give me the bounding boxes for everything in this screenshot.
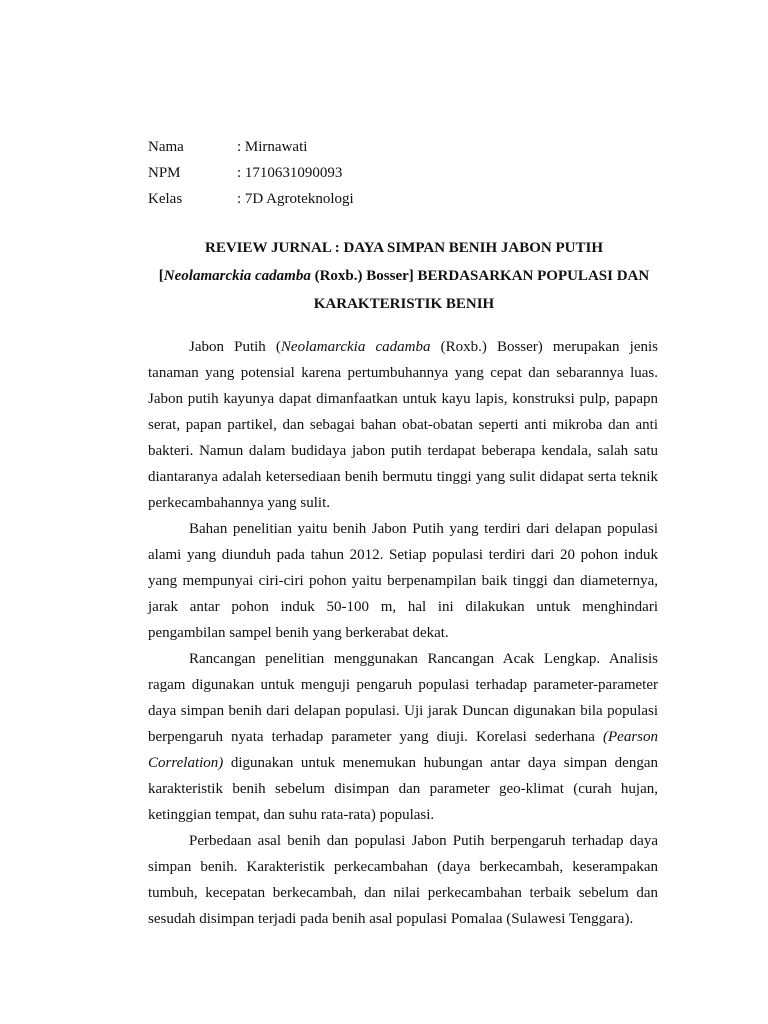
student-identity	[148, 136, 354, 214]
text-line	[148, 724, 658, 750]
identity-row-npm	[148, 162, 354, 188]
text-run: (Roxb.) Bosser) merupakan jenis	[430, 339, 658, 355]
text-line: tumbuh, kecepatan berkecambah, dan nilai perkecambahan terbaik sebelum dan	[148, 885, 658, 901]
text-line: Perbedaan asal benih dan populasi Jabon Putih berpengaruh terhadap daya	[189, 833, 658, 849]
text-line	[148, 750, 658, 776]
identity-label: Nama	[148, 139, 184, 155]
text-line: tanaman yang potensial karena pertumbuhannya yang cepat dan sebarannya luas.	[148, 365, 658, 381]
review-body	[148, 334, 658, 932]
species-name: Neolamarckia cadamba	[280, 339, 431, 355]
text-line: karakteristik benih sebelum disimpan dan parameter geo-klimat (curah hujan,	[148, 781, 658, 797]
text-line: daya simpan benih dari delapan populasi. Uji jarak Duncan digunakan bila populasi	[148, 703, 658, 719]
text-line: pengambilan sampel benih yang berkerabat dekat.	[148, 625, 449, 641]
text-run: berpengaruh nyata terhadap parameter yang diuji. Korelasi sederhana	[148, 729, 603, 745]
italic-term: (Pearson	[603, 729, 658, 745]
document-title	[140, 234, 668, 318]
title-bracket: [	[158, 268, 164, 284]
title-line-1: REVIEW JURNAL : DAYA SIMPAN BENIH JABON PUTIH	[205, 240, 603, 256]
italic-term: Correlation)	[148, 755, 224, 771]
text-line: Rancangan penelitian menggunakan Rancangan Acak Lengkap. Analisis	[189, 651, 658, 667]
text-line: Bahan penelitian yaitu benih Jabon Putih yang terdiri dari delapan populasi	[189, 521, 658, 537]
text-line: jarak antar pohon induk 50-100 m, hal ini dilakukan untuk menghindari	[148, 599, 658, 615]
identity-value: : 7D Agroteknologi	[237, 191, 354, 207]
identity-label: NPM	[148, 165, 181, 181]
paragraph-2	[148, 516, 658, 646]
identity-row-class	[148, 188, 354, 214]
text-line: perkecambahannya yang sulit.	[148, 495, 331, 511]
title-line-2-rest: (Roxb.) Bosser] BERDASARKAN POPULASI DAN	[310, 268, 650, 284]
paragraph-4	[148, 828, 658, 932]
text-line: serat, papan partikel, dan sebagai bahan obat-obatan seperti anti mikroba dan anti	[148, 417, 658, 433]
identity-value: : 1710631090093	[237, 165, 343, 181]
text-line: alami yang diunduh pada tahun 2012. Setiap populasi terdiri dari 20 pohon induk	[148, 547, 658, 563]
title-line-3: KARAKTERISTIK BENIH	[313, 296, 495, 312]
text-line: diantaranya adalah ketersediaan benih bermutu tinggi yang sulit didapat serta teknik	[148, 469, 658, 485]
identity-label: Kelas	[148, 191, 183, 207]
paragraph-1	[148, 334, 658, 516]
paragraph-3	[148, 646, 658, 828]
title-species-name: Neolamarckia cadamba	[163, 268, 311, 284]
title-line-2	[140, 262, 668, 290]
text-line: Jabon putih kayunya dapat dimanfaatkan untuk kayu lapis, konstruksi pulp, papapn	[148, 391, 658, 407]
identity-row-name	[148, 136, 354, 162]
text-run: digunakan untuk menemukan hubungan antar daya simpan dengan	[223, 755, 658, 771]
text-line: bakteri. Namun dalam budidaya jabon putih terdapat beberapa kendala, salah satu	[148, 443, 658, 459]
text-line: ketinggian tempat, dan suhu rata-rata) populasi.	[148, 807, 435, 823]
text-run: Jabon Putih (	[189, 339, 281, 355]
text-line	[148, 334, 658, 360]
identity-value: : Mirnawati	[237, 139, 308, 155]
text-line: ragam digunakan untuk menguji pengaruh populasi terhadap parameter-parameter	[148, 677, 658, 693]
text-line: simpan benih. Karakteristik perkecambahan (daya berkecambah, keserampakan	[148, 859, 658, 875]
text-line: sesudah disimpan terjadi pada benih asal populasi Pomalaa (Sulawesi Tenggara).	[148, 911, 634, 927]
text-line: yang mempunyai ciri-ciri pohon yaitu berpenampilan baik tinggi dan diameternya,	[148, 573, 658, 589]
